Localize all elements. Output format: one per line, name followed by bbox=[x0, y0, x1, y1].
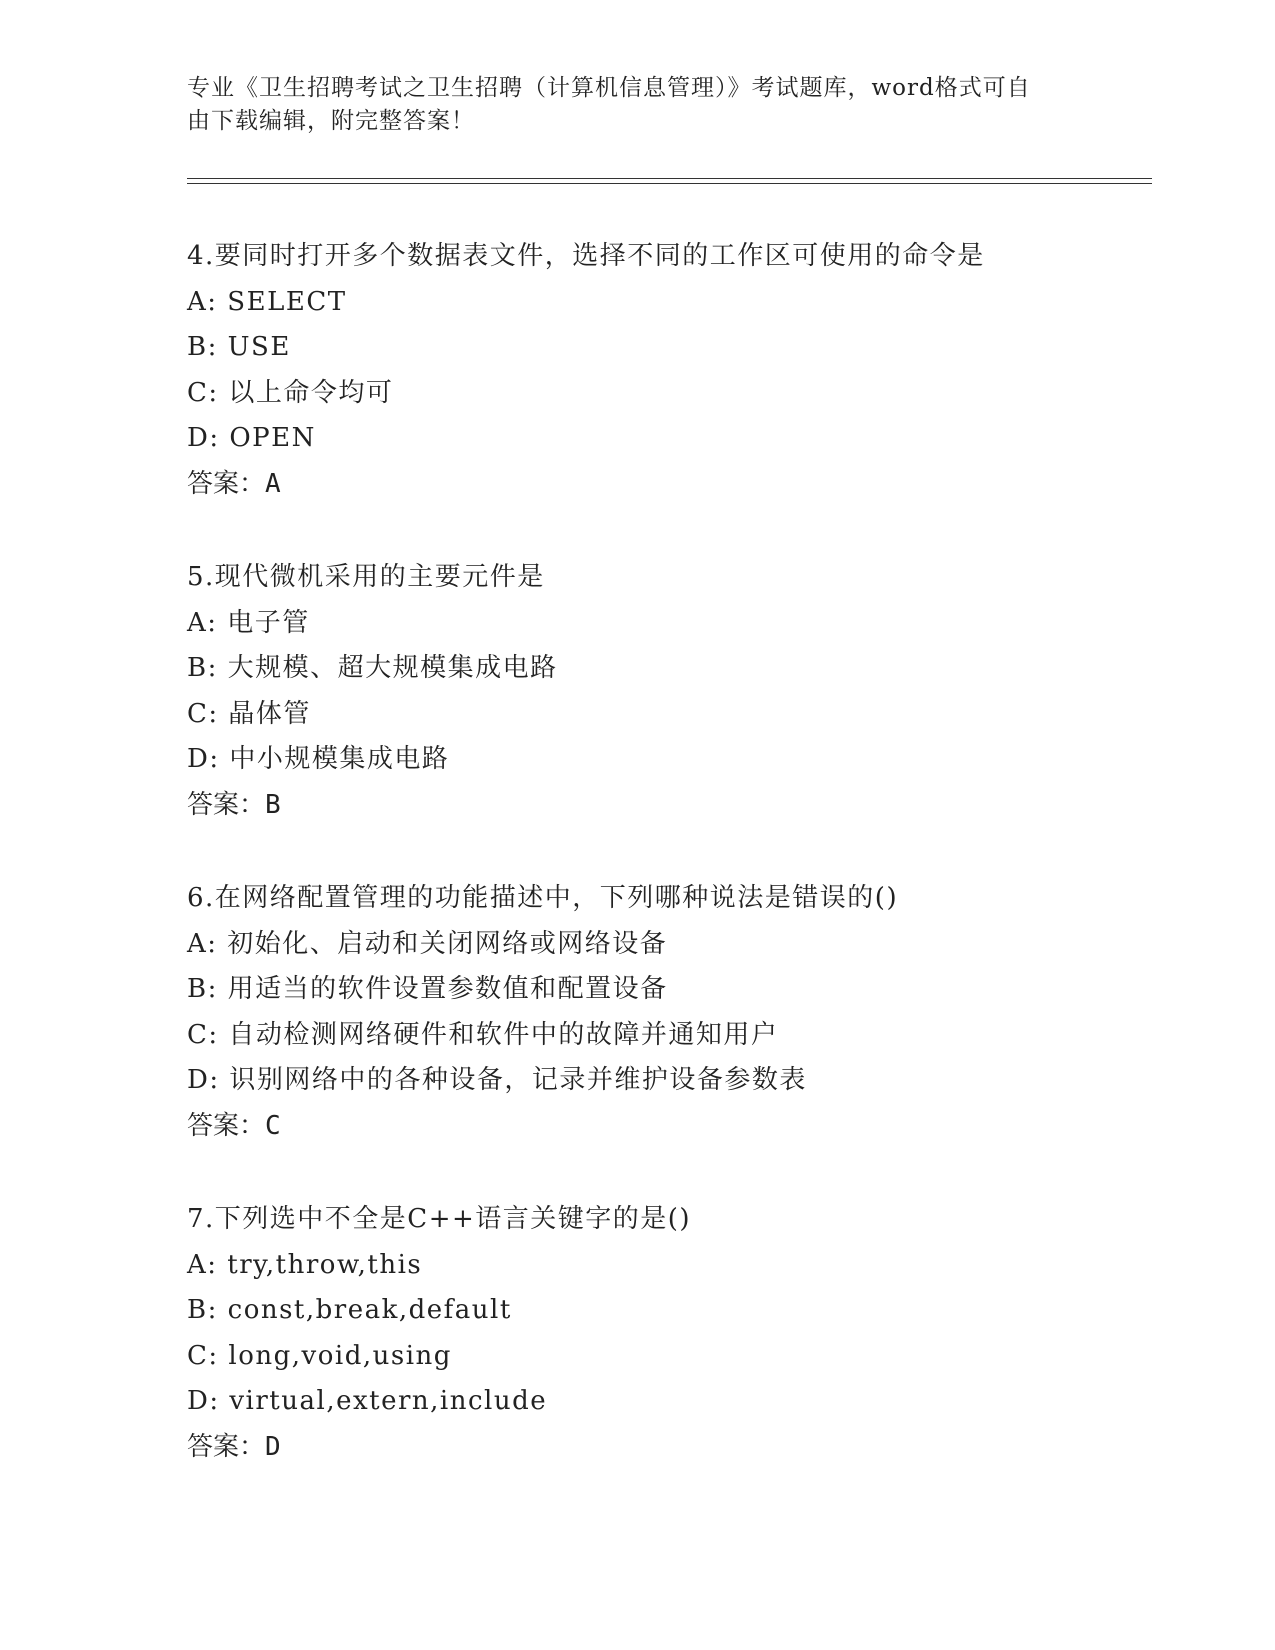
answer-label: 答案： bbox=[187, 468, 266, 499]
answer-line bbox=[187, 1425, 1147, 1471]
question-item bbox=[187, 234, 1147, 555]
question-stem: 7.下列选中不全是C++语言关键字的是() bbox=[187, 1204, 692, 1234]
option-b: B: const,break,default bbox=[187, 1295, 512, 1325]
question-stem: 4.要同时打开多个数据表文件，选择不同的工作区可使用的命令是 bbox=[187, 241, 985, 271]
answer-value: C bbox=[265, 1110, 281, 1141]
question-item bbox=[187, 876, 1147, 1197]
option-a: A: try,throw,this bbox=[187, 1249, 423, 1280]
option-b: B: 大规模、超大规模集成电路 bbox=[187, 653, 558, 683]
option-c: C: 晶体管 bbox=[187, 698, 311, 729]
question-stem: 5.现代微机采用的主要元件是 bbox=[187, 562, 545, 592]
header-divider-top bbox=[187, 178, 1152, 179]
answer-value: B bbox=[265, 789, 281, 820]
header-note bbox=[187, 72, 1067, 138]
question-item bbox=[187, 555, 1147, 876]
question-item bbox=[187, 1197, 1147, 1518]
option-d: D: 识别网络中的各种设备，记录并维护设备参数表 bbox=[187, 1065, 807, 1095]
option-d: D: OPEN bbox=[187, 423, 316, 453]
answer-line bbox=[187, 1104, 1147, 1150]
question-stem: 6.在网络配置管理的功能描述中，下列哪种说法是错误的() bbox=[187, 883, 899, 913]
option-b: B: 用适当的软件设置参数值和配置设备 bbox=[187, 974, 668, 1004]
answer-value: A bbox=[265, 468, 281, 499]
option-b: B: USE bbox=[187, 332, 291, 362]
option-a: A: SELECT bbox=[187, 286, 347, 317]
answer-line bbox=[187, 462, 1147, 508]
option-a: A: 初始化、启动和关闭网络或网络设备 bbox=[187, 928, 668, 959]
option-c: C: 自动检测网络硬件和软件中的故障并通知用户 bbox=[187, 1019, 779, 1050]
header-note-line-2: 由下载编辑，附完整答案！ bbox=[187, 108, 475, 134]
answer-label: 答案： bbox=[187, 1431, 266, 1462]
answer-label: 答案： bbox=[187, 1110, 266, 1141]
question-list bbox=[187, 234, 1147, 1518]
answer-line bbox=[187, 783, 1147, 829]
option-a: A: 电子管 bbox=[187, 607, 310, 638]
answer-value: D bbox=[265, 1431, 281, 1462]
option-d: D: 中小规模集成电路 bbox=[187, 744, 450, 774]
answer-label: 答案： bbox=[187, 789, 266, 820]
option-d: D: virtual,extern,include bbox=[187, 1386, 548, 1416]
header-note-line-1: 专业《卫生招聘考试之卫生招聘（计算机信息管理）》考试题库，word格式可自 bbox=[187, 75, 1031, 101]
header-divider-bottom bbox=[187, 183, 1152, 184]
option-c: C: 以上命令均可 bbox=[187, 377, 394, 408]
option-c: C: long,void,using bbox=[187, 1340, 452, 1371]
